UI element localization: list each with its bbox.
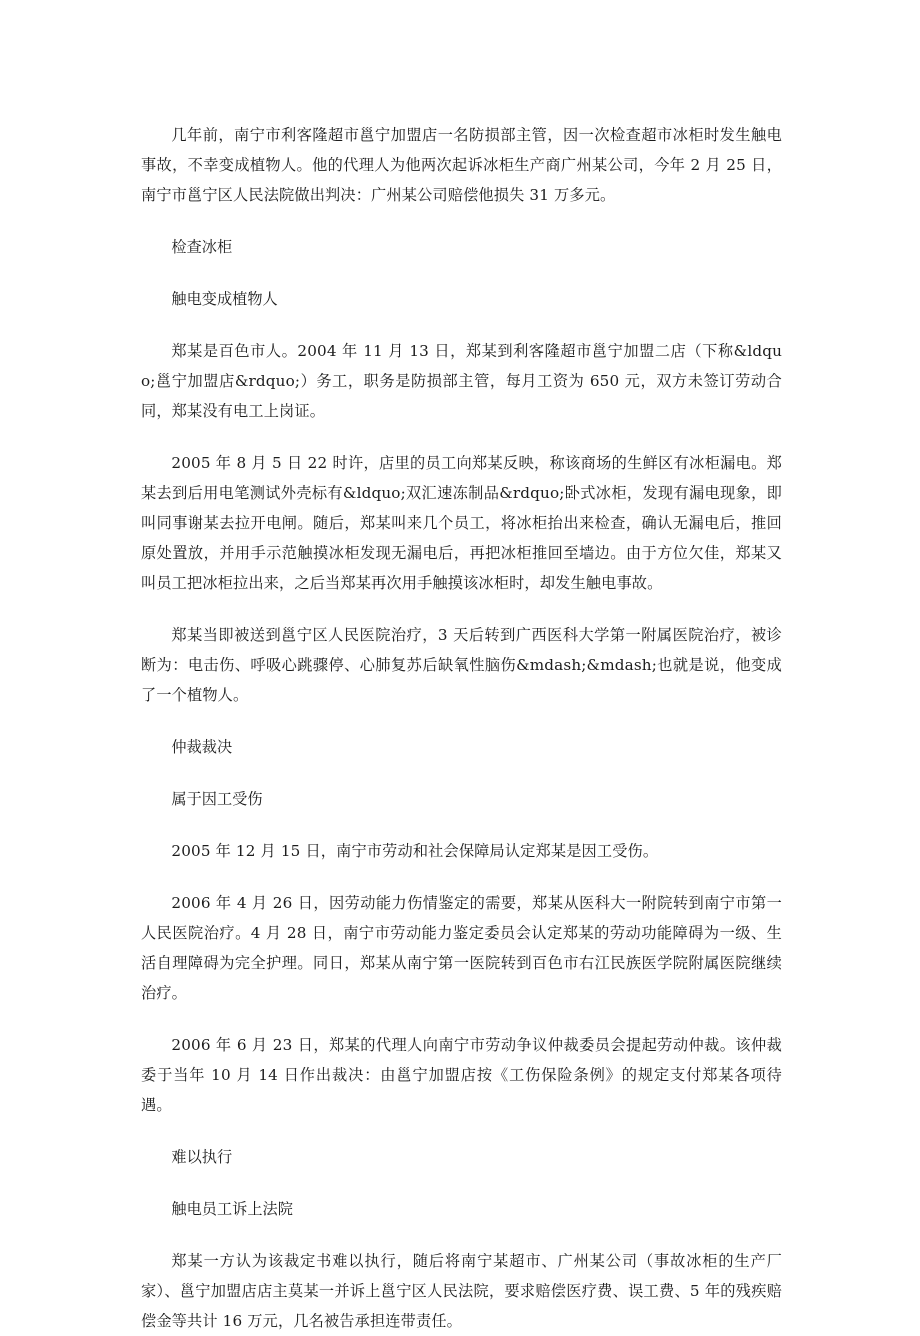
- article-paragraph-diagnosis: 郑某当即被送到邕宁区人民医院治疗，3 天后转到广西医科大学第一附属医院治疗，被诊断为：电击伤、呼吸心跳骤停、心肺复苏后缺氧性脑伤&mdash;&mdash;也就是说，他变成了一个植物人。: [141, 626, 782, 704]
- section-heading-employee-sues-court: 触电员工诉上法院: [171, 1200, 293, 1218]
- section-heading-electrocution-vegetative: 触电变成植物人: [171, 290, 278, 308]
- section-heading-hard-to-enforce: 难以执行: [171, 1148, 233, 1166]
- article-paragraph-employment-background: 郑某是百色市人。2004 年 11 月 13 日，郑某到利客隆超市邕宁加盟二店（下称&ldquo;邕宁加盟店&rdquo;）务工，职务是防损部主管，每月工资为 650 元，双方未签订劳动合同，郑某没有电工上岗证。: [141, 342, 782, 420]
- article-paragraph-disability-assessment: 2006 年 4 月 26 日，因劳动能力伤情鉴定的需要，郑某从医科大一附院转到南宁市第一人民医院治疗。4 月 28 日，南宁市劳动能力鉴定委员会认定郑某的劳动功能障碍为一级、生活自理障碍为完全护理。同日，郑某从南宁第一医院转到百色市右江民族医学院附属医院继续治疗。: [141, 894, 782, 1002]
- section-heading-work-related-injury: 属于因工受伤: [171, 790, 263, 808]
- article-paragraph-accident-details: 2005 年 8 月 5 日 22 时许，店里的员工向郑某反映，称该商场的生鲜区有冰柜漏电。郑某去到后用电笔测试外壳标有&ldquo;双汇速冻制品&rdquo;卧式冰柜，发现有漏电现象，即叫同事谢某去拉开电闸。随后，郑某叫来几个员工，将冰柜抬出来检查，确认无漏电后，推回原处置放，并用手示范触摸冰柜发现无漏电后，再把冰柜推回至墙边。由于方位欠佳，郑某又叫员工把冰柜拉出来，之后当郑某再次用手触摸该冰柜时，却发生触电事故。: [141, 454, 782, 592]
- article-paragraph-lawsuit-claims: 郑某一方认为该裁定书难以执行，随后将南宁某超市、广州某公司（事故冰柜的生产厂家）、邕宁加盟店店主莫某一并诉上邕宁区人民法院，要求赔偿医疗费、误工费、5 年的残疾赔偿金等共计 16 万元，几名被告承担连带责任。: [141, 1252, 782, 1330]
- section-heading-arbitration-ruling: 仲裁裁决: [171, 738, 233, 756]
- article-body: [141, 120, 782, 1336]
- article-paragraph-arbitration-filed: 2006 年 6 月 23 日，郑某的代理人向南宁市劳动争议仲裁委员会提起劳动仲裁。该仲裁委于当年 10 月 14 日作出裁决：由邕宁加盟店按《工伤保险条例》的规定支付郑某各项待遇。: [141, 1036, 782, 1114]
- article-paragraph-injury-recognition: 2005 年 12 月 15 日，南宁市劳动和社会保障局认定郑某是因工受伤。: [171, 842, 659, 860]
- section-heading-inspect-freezer: 检查冰柜: [171, 238, 233, 256]
- article-lead-paragraph: 几年前，南宁市利客隆超市邕宁加盟店一名防损部主管，因一次检查超市冰柜时发生触电事故，不幸变成植物人。他的代理人为他两次起诉冰柜生产商广州某公司，今年 2 月 25 日，南宁市邕宁区人民法院做出判决：广州某公司赔偿他损失 31 万多元。: [141, 126, 782, 204]
